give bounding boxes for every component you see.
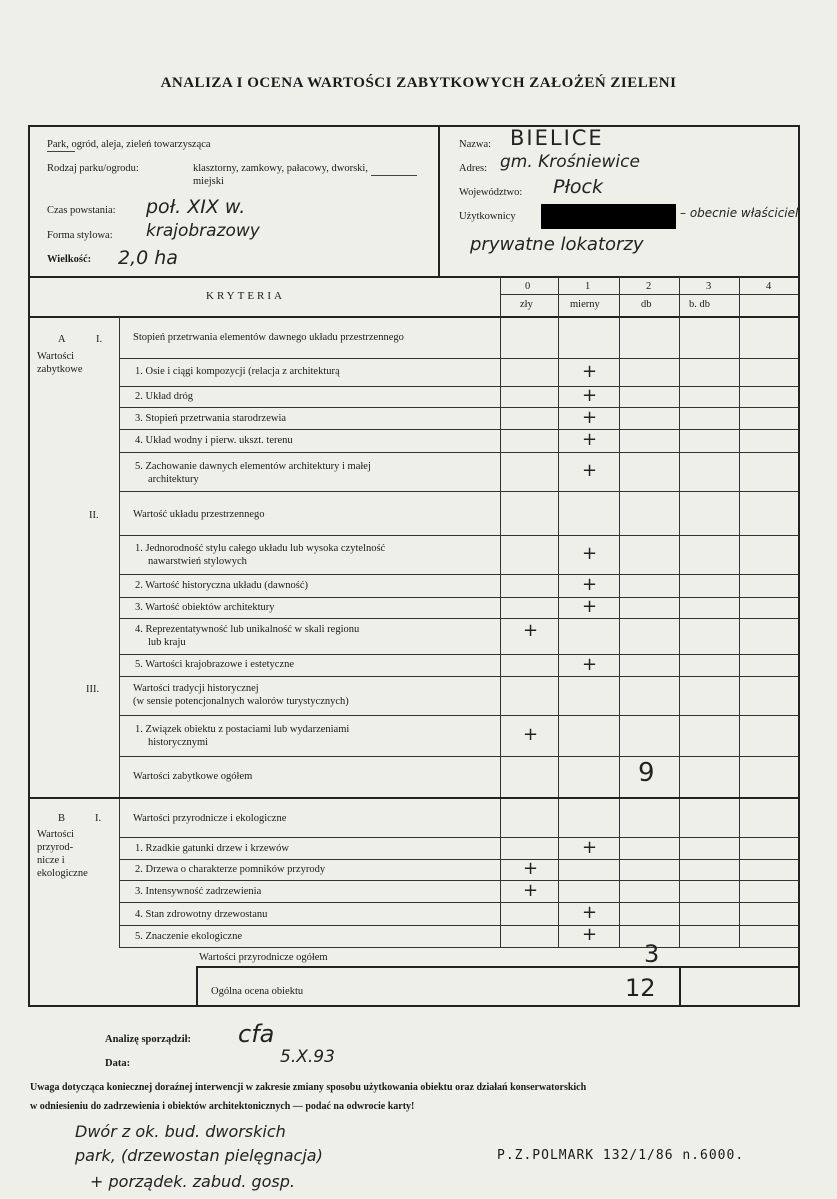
- row-line: [119, 597, 799, 598]
- row-line: [119, 618, 799, 619]
- A-g1-item-4: 4. Układ wodny i pierw. ukszt. terenu: [135, 435, 293, 446]
- A-g2-item-3: 3. Wartość obiektów architektury: [135, 602, 275, 613]
- check-mark-B1-1: +: [582, 837, 598, 858]
- B-total-label: Wartości przyrodnicze ogółem: [199, 952, 328, 963]
- check-mark-A1-5: +: [582, 460, 598, 481]
- check-mark-B1-3: +: [523, 880, 539, 901]
- sectionA-roman2: II.: [89, 510, 99, 521]
- kind-options: klasztorny, zamkowy, pałacowy, dworski,: [193, 163, 368, 174]
- scale-mid-line: [500, 294, 798, 295]
- row-line: [119, 947, 799, 948]
- check-mark-A2-2: +: [582, 574, 598, 595]
- row-line: [119, 925, 799, 926]
- users-value: prywatne lokatorzy: [470, 234, 644, 255]
- check-mark-A2-1: +: [582, 543, 598, 564]
- row-line: [119, 407, 799, 408]
- scale-2-num: 2: [646, 281, 652, 292]
- header-divider: [438, 125, 440, 277]
- row-line: [119, 715, 799, 716]
- size-label: Wielkość:: [47, 254, 92, 265]
- hw-note-2: park, (drzewostan pielęgnacja): [75, 1146, 323, 1165]
- date-label: Data:: [105, 1058, 131, 1069]
- row-line: [119, 574, 799, 575]
- redaction-block: [541, 204, 676, 229]
- kind-label: Rodzaj parku/ogrodu:: [47, 163, 139, 174]
- scale-2-label: db: [641, 299, 652, 310]
- A-total-value: 9: [638, 758, 655, 788]
- A-g1-item-1: 1. Osie i ciągi kompozycji (relacja z architekturą: [135, 366, 340, 377]
- check-mark-A1-4: +: [582, 429, 598, 450]
- B-total-value: 3: [644, 940, 660, 968]
- scale-3-label: b. db: [689, 299, 710, 310]
- sectionB-name-2: przyrod-: [37, 842, 74, 853]
- overall-box-top: [196, 966, 800, 968]
- sectionA-roman1: I.: [96, 334, 103, 345]
- users-label: Użytkownicy: [459, 211, 516, 222]
- col-line-3: [679, 277, 680, 797]
- A-g2-title: Wartość układu przestrzennego: [133, 509, 265, 520]
- scale-1-num: 1: [585, 281, 591, 292]
- A-g2-item-5: 5. Wartości krajobrazowe i estetyczne: [135, 659, 295, 670]
- overall-box-right: [679, 966, 681, 1007]
- sectionB-name-1: Wartości: [37, 829, 75, 840]
- row-line: [119, 756, 799, 757]
- row-line: [119, 535, 799, 536]
- era-value: poł. XIX w.: [146, 196, 246, 218]
- B-item-2: 2. Drzewa o charakterze pomników przyrody: [135, 864, 326, 875]
- prepared-label: Analizę sporządził:: [105, 1034, 192, 1045]
- sectionB-name-4: ekologiczne: [37, 868, 88, 879]
- underline-park: [47, 151, 75, 152]
- A-g3-title-1: Wartości tradycji historycznej: [133, 683, 259, 694]
- check-mark-B1-5: +: [582, 924, 598, 945]
- prepared-signature: cfa: [238, 1020, 275, 1048]
- users-value-extra: – obecnie właściciel: [680, 206, 799, 220]
- date-value: 5.X.93: [280, 1047, 335, 1067]
- row-line: [119, 880, 799, 881]
- sectionB-roman1: I.: [95, 813, 102, 824]
- A-g1-item-5b: architektury: [148, 474, 199, 485]
- note-line-1: Uwaga dotycząca koniecznej doraźnej interwencji w zakresie zmiany sposobu użytkowania obiektu oraz działań konserwatorskich: [30, 1082, 587, 1093]
- col-line-4: [739, 277, 740, 797]
- A-g2-item-4: 4. Reprezentatywność lub unikalność w skali regionu: [135, 624, 360, 635]
- row-line: [119, 452, 799, 453]
- criteria-header-bottom: [28, 316, 800, 318]
- B-item-1: 1. Rzadkie gatunki drzew i krzewów: [135, 843, 289, 854]
- sectionA-name-2: zabytkowe: [37, 364, 83, 375]
- style-label: Forma stylowa:: [47, 230, 113, 241]
- check-mark-A2-5: +: [582, 654, 598, 675]
- scale-4-num: 4: [766, 281, 772, 292]
- note-line-2: w odniesieniu do zadrzewienia i obiektów architektonicznych — podać na odwrocie karty!: [30, 1101, 415, 1112]
- A-total-label: Wartości zabytkowe ogółem: [133, 771, 253, 782]
- A-g2-item-1b: nawarstwień stylowych: [148, 556, 247, 567]
- hw-note-1: Dwór z ok. bud. dworskich: [75, 1122, 286, 1141]
- B-g1-title: Wartości przyrodnicze i ekologiczne: [133, 813, 287, 824]
- check-mark-A2-3: +: [582, 596, 598, 617]
- row-line: [119, 358, 799, 359]
- header-bottom-line: [28, 276, 800, 278]
- type-label: Park, ogród, aleja, zieleń towarzysząca: [47, 139, 211, 150]
- A-g3-title-2: (w sensie potencjonalnych walorów turystycznych): [133, 696, 349, 707]
- col-line-2: [619, 277, 620, 797]
- A-g2-item-1: 1. Jednorodność stylu całego układu lub wysoka czytelność: [135, 543, 386, 554]
- check-mark-A1-1: +: [582, 361, 598, 382]
- A-g1-title: Stopień przetrwania elementów dawnego układu przestrzennego: [133, 332, 404, 343]
- row-line: [119, 654, 799, 655]
- kind-options-2: miejski: [193, 176, 224, 187]
- category-col-line: [119, 317, 120, 797]
- scale-0-num: 0: [525, 281, 531, 292]
- address-label: Adres:: [459, 163, 487, 174]
- section-separator: [28, 797, 800, 799]
- sectionB-letter: B: [58, 813, 66, 824]
- A-g3-item-1: 1. Związek obiektu z postaciami lub wydarzeniami: [135, 724, 350, 735]
- row-line: [119, 859, 799, 860]
- row-line: [119, 386, 799, 387]
- row-line: [119, 902, 799, 903]
- overall-box-left: [196, 966, 198, 1007]
- A-g2-item-4b: lub kraju: [148, 637, 186, 648]
- A-g2-item-2: 2. Wartość historyczna układu (dawność): [135, 580, 309, 591]
- sectionA-roman3: III.: [86, 684, 100, 695]
- name-label: Nazwa:: [459, 139, 492, 150]
- B-item-3: 3. Intensywność zadrzewienia: [135, 886, 262, 897]
- check-mark-A1-3: +: [582, 407, 598, 428]
- voivodeship-value: Płock: [553, 176, 603, 198]
- col-line-0: [500, 277, 501, 797]
- check-mark-B1-2: +: [523, 858, 539, 879]
- A-g3-item-1b: historycznymi: [148, 737, 209, 748]
- check-mark-A1-2: +: [582, 385, 598, 406]
- A-g1-item-2: 2. Układ dróg: [135, 391, 194, 402]
- row-line: [119, 676, 799, 677]
- B-item-5: 5. Znaczenie ekologiczne: [135, 931, 242, 942]
- overall-value: 12: [625, 974, 656, 1002]
- era-label: Czas powstania:: [47, 205, 116, 216]
- form-title: ANALIZA I OCENA WARTOŚCI ZABYTKOWYCH ZAŁOŻEŃ ZIELENI: [160, 75, 677, 91]
- col-line-1: [558, 277, 559, 797]
- scale-1-label: mierny: [570, 299, 600, 310]
- printer-imprint: P.Z.POLMARK 132/1/86 n.6000.: [497, 1148, 745, 1163]
- style-value: krajobrazowy: [146, 221, 260, 241]
- size-value: 2,0 ha: [118, 247, 178, 269]
- scale-3-num: 3: [706, 281, 712, 292]
- hw-note-3: + porządek. zabud. gosp.: [90, 1172, 296, 1191]
- criteria-title: KRYTERIA: [206, 290, 285, 302]
- address-value: gm. Krośniewice: [500, 152, 640, 172]
- A-g1-item-3: 3. Stopień przetrwania starodrzewia: [135, 413, 287, 424]
- sectionB-name-3: nicze i: [37, 855, 65, 866]
- check-mark-B1-4: +: [582, 902, 598, 923]
- check-mark-A2-4: +: [523, 620, 539, 641]
- sectionA-letter: A: [58, 334, 66, 345]
- row-line: [119, 837, 799, 838]
- name-value: BIELICE: [510, 126, 604, 150]
- scale-0-label: zły: [520, 299, 533, 310]
- sectionA-name-1: Wartości: [37, 351, 75, 362]
- row-line: [119, 491, 799, 492]
- B-item-4: 4. Stan zdrowotny drzewostanu: [135, 909, 268, 920]
- A-g1-item-5: 5. Zachowanie dawnych elementów architektury i małej: [135, 461, 371, 472]
- row-line: [119, 429, 799, 430]
- underline-dworski: [371, 175, 417, 176]
- voivodeship-label: Województwo:: [459, 187, 523, 198]
- check-mark-A3-1: +: [523, 724, 539, 745]
- overall-label: Ogólna ocena obiektu: [211, 986, 304, 997]
